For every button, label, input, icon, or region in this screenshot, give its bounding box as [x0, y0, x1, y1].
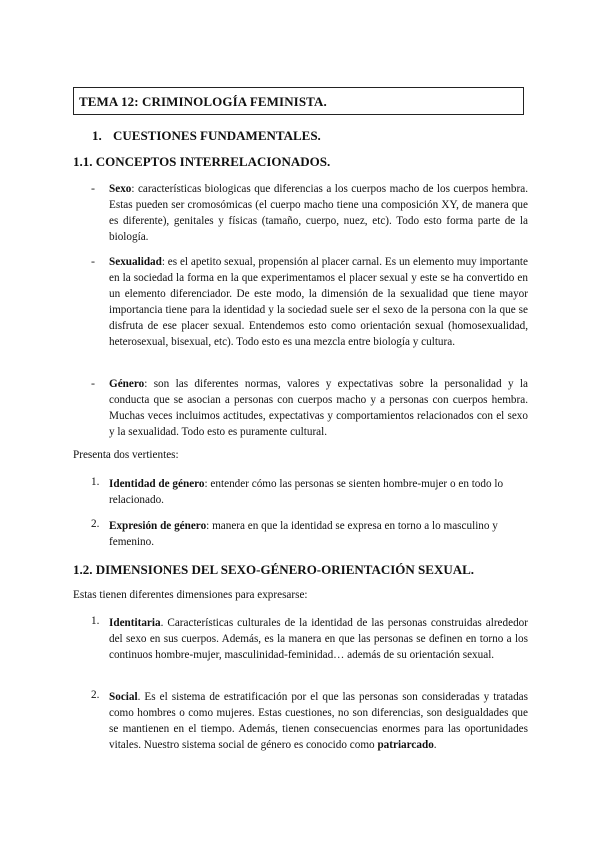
subsection-heading-1-1: 1.1. CONCEPTOS INTERRELACIONADOS. [73, 154, 331, 169]
bullet-text: : es el apetito sexual, propensión al placer carnal. Es un elemento muy importante en la sociedad la forma en la que experimentamos el placer sexual y este se ha convertido en un elemento diferenciador. De este modo, la dimensión de la sexualidad que tiene mayor importancia tiene para la identidad y la sociedad suele ser el sexo de la persona con la que se disfruta de ese placer sexual. Entendemos esto como orientación sexual (homosexualidad, heterosexual, bisexual, etc). Todo esto es una mezcla entre biología y cultura. [109, 256, 528, 348]
vertiente-text: : manera en que la identidad se expresa en torno a lo masculino y femenino. [109, 520, 498, 548]
bullet-term: Género [109, 378, 145, 390]
section-number: 1. [92, 128, 102, 143]
dash-bullet: - [91, 376, 95, 390]
bullet-text: : son las diferentes normas, valores y expectativas sobre la personalidad y la conducta que se asocian a personas con cuerpos macho y a personas con cuerpos hembra. Muchas veces incluimos actitudes, expectativas y comportamientos relacionados con el sexo y la sexualidad. Todo esto es puramente cultural. [109, 378, 528, 438]
dimension-term-patriarcado: patriarcado [377, 739, 434, 751]
vertiente-term: Expresión de género [109, 520, 207, 532]
bullet-term: Sexualidad [109, 256, 162, 268]
title-box [73, 87, 524, 115]
dimension-social [109, 689, 528, 753]
dimension-term: Social [109, 691, 138, 703]
dimension-identitaria [109, 615, 528, 663]
bullet-sexualidad [109, 254, 528, 350]
dimension-term: Identitaria [109, 617, 161, 629]
page-title: TEMA 12: CRIMINOLOGÍA FEMINISTA. [79, 94, 327, 109]
bullet-genero [109, 376, 528, 440]
bullet-term: Sexo [109, 183, 132, 195]
dimension-tail: . [433, 739, 437, 751]
dash-bullet: - [91, 181, 95, 195]
list-number: 2. [91, 518, 100, 530]
bullet-text: : características biologicas que diferencias a los cuerpos macho de los cuerpos hembra. Estas pueden ser cromosómicas (el cuerpo macho tiene una composición XY, de manera que es diferente), genitales y físicas (tamaño, cuerpo, nuez, etc). Todo esto forma parte de la biología. [109, 183, 528, 243]
bullet-sexo [109, 181, 528, 245]
vertientes-intro: Presenta dos vertientes: [73, 449, 179, 461]
vertiente-identidad [109, 476, 528, 508]
list-number: 1. [91, 615, 100, 627]
dimensiones-intro: Estas tienen diferentes dimensiones para expresarse: [73, 589, 308, 601]
section-label: CUESTIONES FUNDAMENTALES. [113, 128, 321, 143]
vertiente-text: : entender cómo las personas se sienten hombre-mujer o en todo lo relacionado. [109, 478, 504, 506]
section-heading-1 [92, 128, 321, 144]
list-number: 1. [91, 476, 100, 488]
subsection-heading-1-2: 1.2. DIMENSIONES DEL SEXO-GÉNERO-ORIENTACIÓN SEXUAL. [73, 562, 475, 577]
vertiente-expresion [109, 518, 528, 550]
dimension-text: . Características culturales de la identidad de las personas construidas alrededor del sexo en sus cuerpos. Además, es la manera en que las personas se definen en torno a los continuos hombre-mujer, masculinidad-feminidad… además de su orientación sexual. [109, 617, 528, 661]
dimension-text: . Es el sistema de estratificación por el que las personas son consideradas y tratadas como hombres o como mujeres. Estas cuestiones, no son diferencias, son desigualdades que se mantienen en el tiempo. Además, tienen consecuencias enormes para las oportunidades vitales. Nuestro sistema social de género es conocido como [109, 691, 528, 751]
list-number: 2. [91, 689, 100, 701]
vertiente-term: Identidad de género [109, 478, 205, 490]
dash-bullet: - [91, 254, 95, 268]
